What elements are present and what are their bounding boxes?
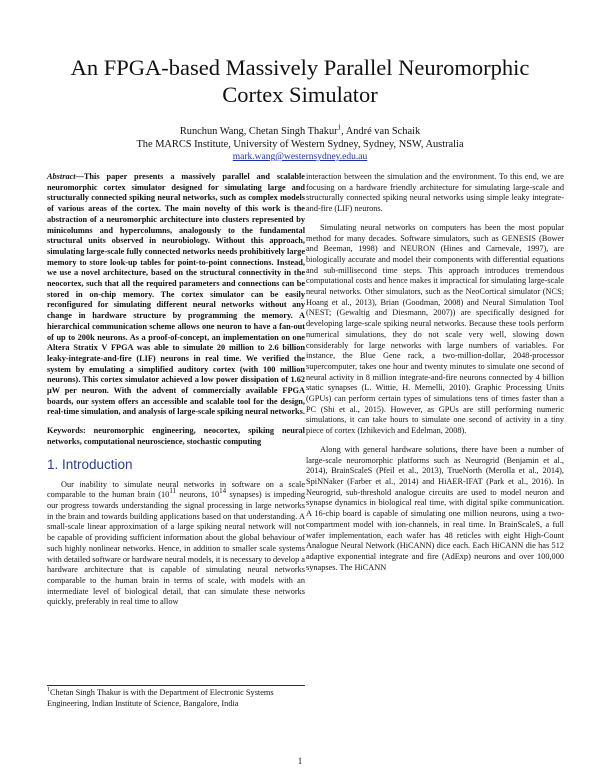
footnote-divider <box>47 685 305 686</box>
exponent: 11 <box>169 488 176 496</box>
abstract-label: Abstract <box>47 172 76 181</box>
affiliation: The MARCS Institute, University of Western Sydney, Sydney, NSW, Australia <box>136 139 464 150</box>
author-names-rest: , André van Schaik <box>341 126 421 137</box>
intro-text-part: neurons, 10 <box>175 490 220 500</box>
email-line <box>40 151 560 163</box>
author-email-link[interactable]: mark.wang@westernsydney.edu.au <box>232 152 368 162</box>
author-names: Runchun Wang, Chetan Singh Thakur <box>179 126 338 137</box>
footnote <box>47 688 305 709</box>
page-number: 1 <box>297 756 303 766</box>
author-line <box>40 125 560 138</box>
paper-title: An FPGA-based Massively Parallel Neuromorphic Cortex Simulator <box>70 55 530 107</box>
intro-paragraph-2: Simulating neural networks on computers has been the most popular method for many decades. Software simulators, such as GENESIS (Bower and Beeman, 1998) and NEURON (Hines and Carnevale, 1997), are biologically accurate and model their components with differential equations and sub-millisecond time steps. This approach introduces tremendous computational costs and hence makes it impractical for simulating large-scale neural networks. Other simulators, such as the NeoCortical simulator (NCS; Hoang et al., 2013), Brian (Goodman, 2008) and Neural Simulation Tool (NEST; (Gewaltig and Diesmann, 2007)) are specifically designed for developing large-scale spiking neural networks. Because these tools perform numerical simulations, they do not scale very well, slowing down considerably for large networks with large numbers of variables. For instance, the Blue Gene rack, a two-million-dollar, 2048-processor supercomputer, takes one hour and twenty minutes to simulate one second of neural activity in 8 million integrate-and-fire neurons connected by 4 billion static synapses (L. Wittie, H. Memelli, 2010). Graphic Processing Units (GPUs) can perform certain types of simulations tens of times faster than a PC (Shi et al., 2015). However, as GPUs are still performing numeric simulations, it can take hours to simulate one second of activity in a tiny piece of cortex (Izhikevich and Edelman, 2008). <box>306 222 564 436</box>
author-footnote-mark: 1 <box>337 123 342 132</box>
abstract <box>47 172 305 418</box>
abstract-text: —This paper presents a massively parallel and scalable neuromorphic cortex simulator designed for simulating large and structurally connected spiking neural networks, such as complex models of various areas of the cortex. The main novelty of this work is the abstraction of a neuromorphic architecture into clusters represented by minicolumns and hypercolumns, analogously to the fundamental structural units observed in neurobiology. Without this approach, simulating large-scale fully connected networks needs prohibitively large memory to store look-up tables for point-to-point connections. Instead, we use a novel architecture, based on the structural connectivity in the neocortex, such that all the required parameters and connections can be stored in on-chip memory. The cortex simulator can be easily reconfigured for simulating different neural networks without any change in hardware structure by programming the memory. A hierarchical communication scheme allows one neuron to have a fan-out of up to 200k neurons. As a proof-of-concept, an implementation on one Altera Stratix V FPGA was able to simulate 20 million to 2.6 billion leaky-integrate-and-fire (LIF) neurons in real time. We verified the system by emulating a simplified auditory cortex (with 100 million neurons). This cortex simulator achieved a low power dissipation of 1.62 μW per neuron. With the advent of commercially available FPGA boards, our system offers an accessible and scalable tool for the design, real-time simulation, and analysis of large-scale spiking neural networks. <box>47 172 305 417</box>
intro-text-part: synapses) is impeding our progress towards understanding the signal processing in large networks in the brain and towards building applications based on that understanding. A small-scale linear approximation of a large spiking neural network will not be capable of providing sufficient information about the global behaviour of such highly nonlinear networks. Hence, in addition to smaller scale systems with detailed software or hardware neural models, it is necessary to develop a hardware architecture that is capable of simulating neural networks comparable to the human brain in terms of scale, with models with an intermediate level of biological detail, that can simulate these networks quickly, preferably in real time to allow <box>47 490 305 607</box>
left-column <box>47 172 305 608</box>
footnote-text: Chetan Singh Thakur is with the Department of Electronic Systems Engineering, Indian Institute of Science, Bangalore, India <box>47 688 274 708</box>
section-heading-introduction: 1. Introduction <box>47 456 133 472</box>
intro-paragraph-1 <box>47 480 305 608</box>
right-column <box>306 172 564 573</box>
intro-text-part: Our inability to simulate neural networks in software on a scale comparable to the human brain (10 <box>47 479 305 500</box>
keywords: Keywords: neuromorphic engineering, neocortex, spiking neural networks, computational neuroscience, stochastic computing <box>47 426 305 446</box>
exponent: 14 <box>219 488 227 496</box>
intro-paragraph-3: Along with general hardware solutions, there have been a number of large-scale neuromorphic platforms such as Neurogrid (Benjamin et al., 2014), BrainScaleS (Pfeil et al., 2013), TrueNorth (Merolla et al., 2014), SpiNNaker (Farber et al., 2014) and HiAER-IFAT (Park et al., 2016). In Neurogrid, sub-threshold analogue circuits are used to model neuron and synapse dynamics in biological real time, with digital spike communication. A 16-chip board is capable of simulating one million neurons, using a two-compartment model with ion-channels, in real time. In BrainScaleS, a full wafer implementation, each wafer has 48 reticles with eight High-Count Analogue Neural Network (HiCANN) dice each. Each HiCANN die has 512 adaptive exponential integrate and fire (AdExp) neurons and over 100,000 synapses. The HiCANN <box>306 444 564 572</box>
footnote-mark: 1 <box>47 687 50 694</box>
intro-paragraph-continued: interaction between the simulation and the environment. To this end, we are focusing on a hardware friendly architecture for simulating large-scale and structurally connected spiking neural networks using simple leaky integrate-and-fire (LIF) neurons. <box>306 172 564 214</box>
